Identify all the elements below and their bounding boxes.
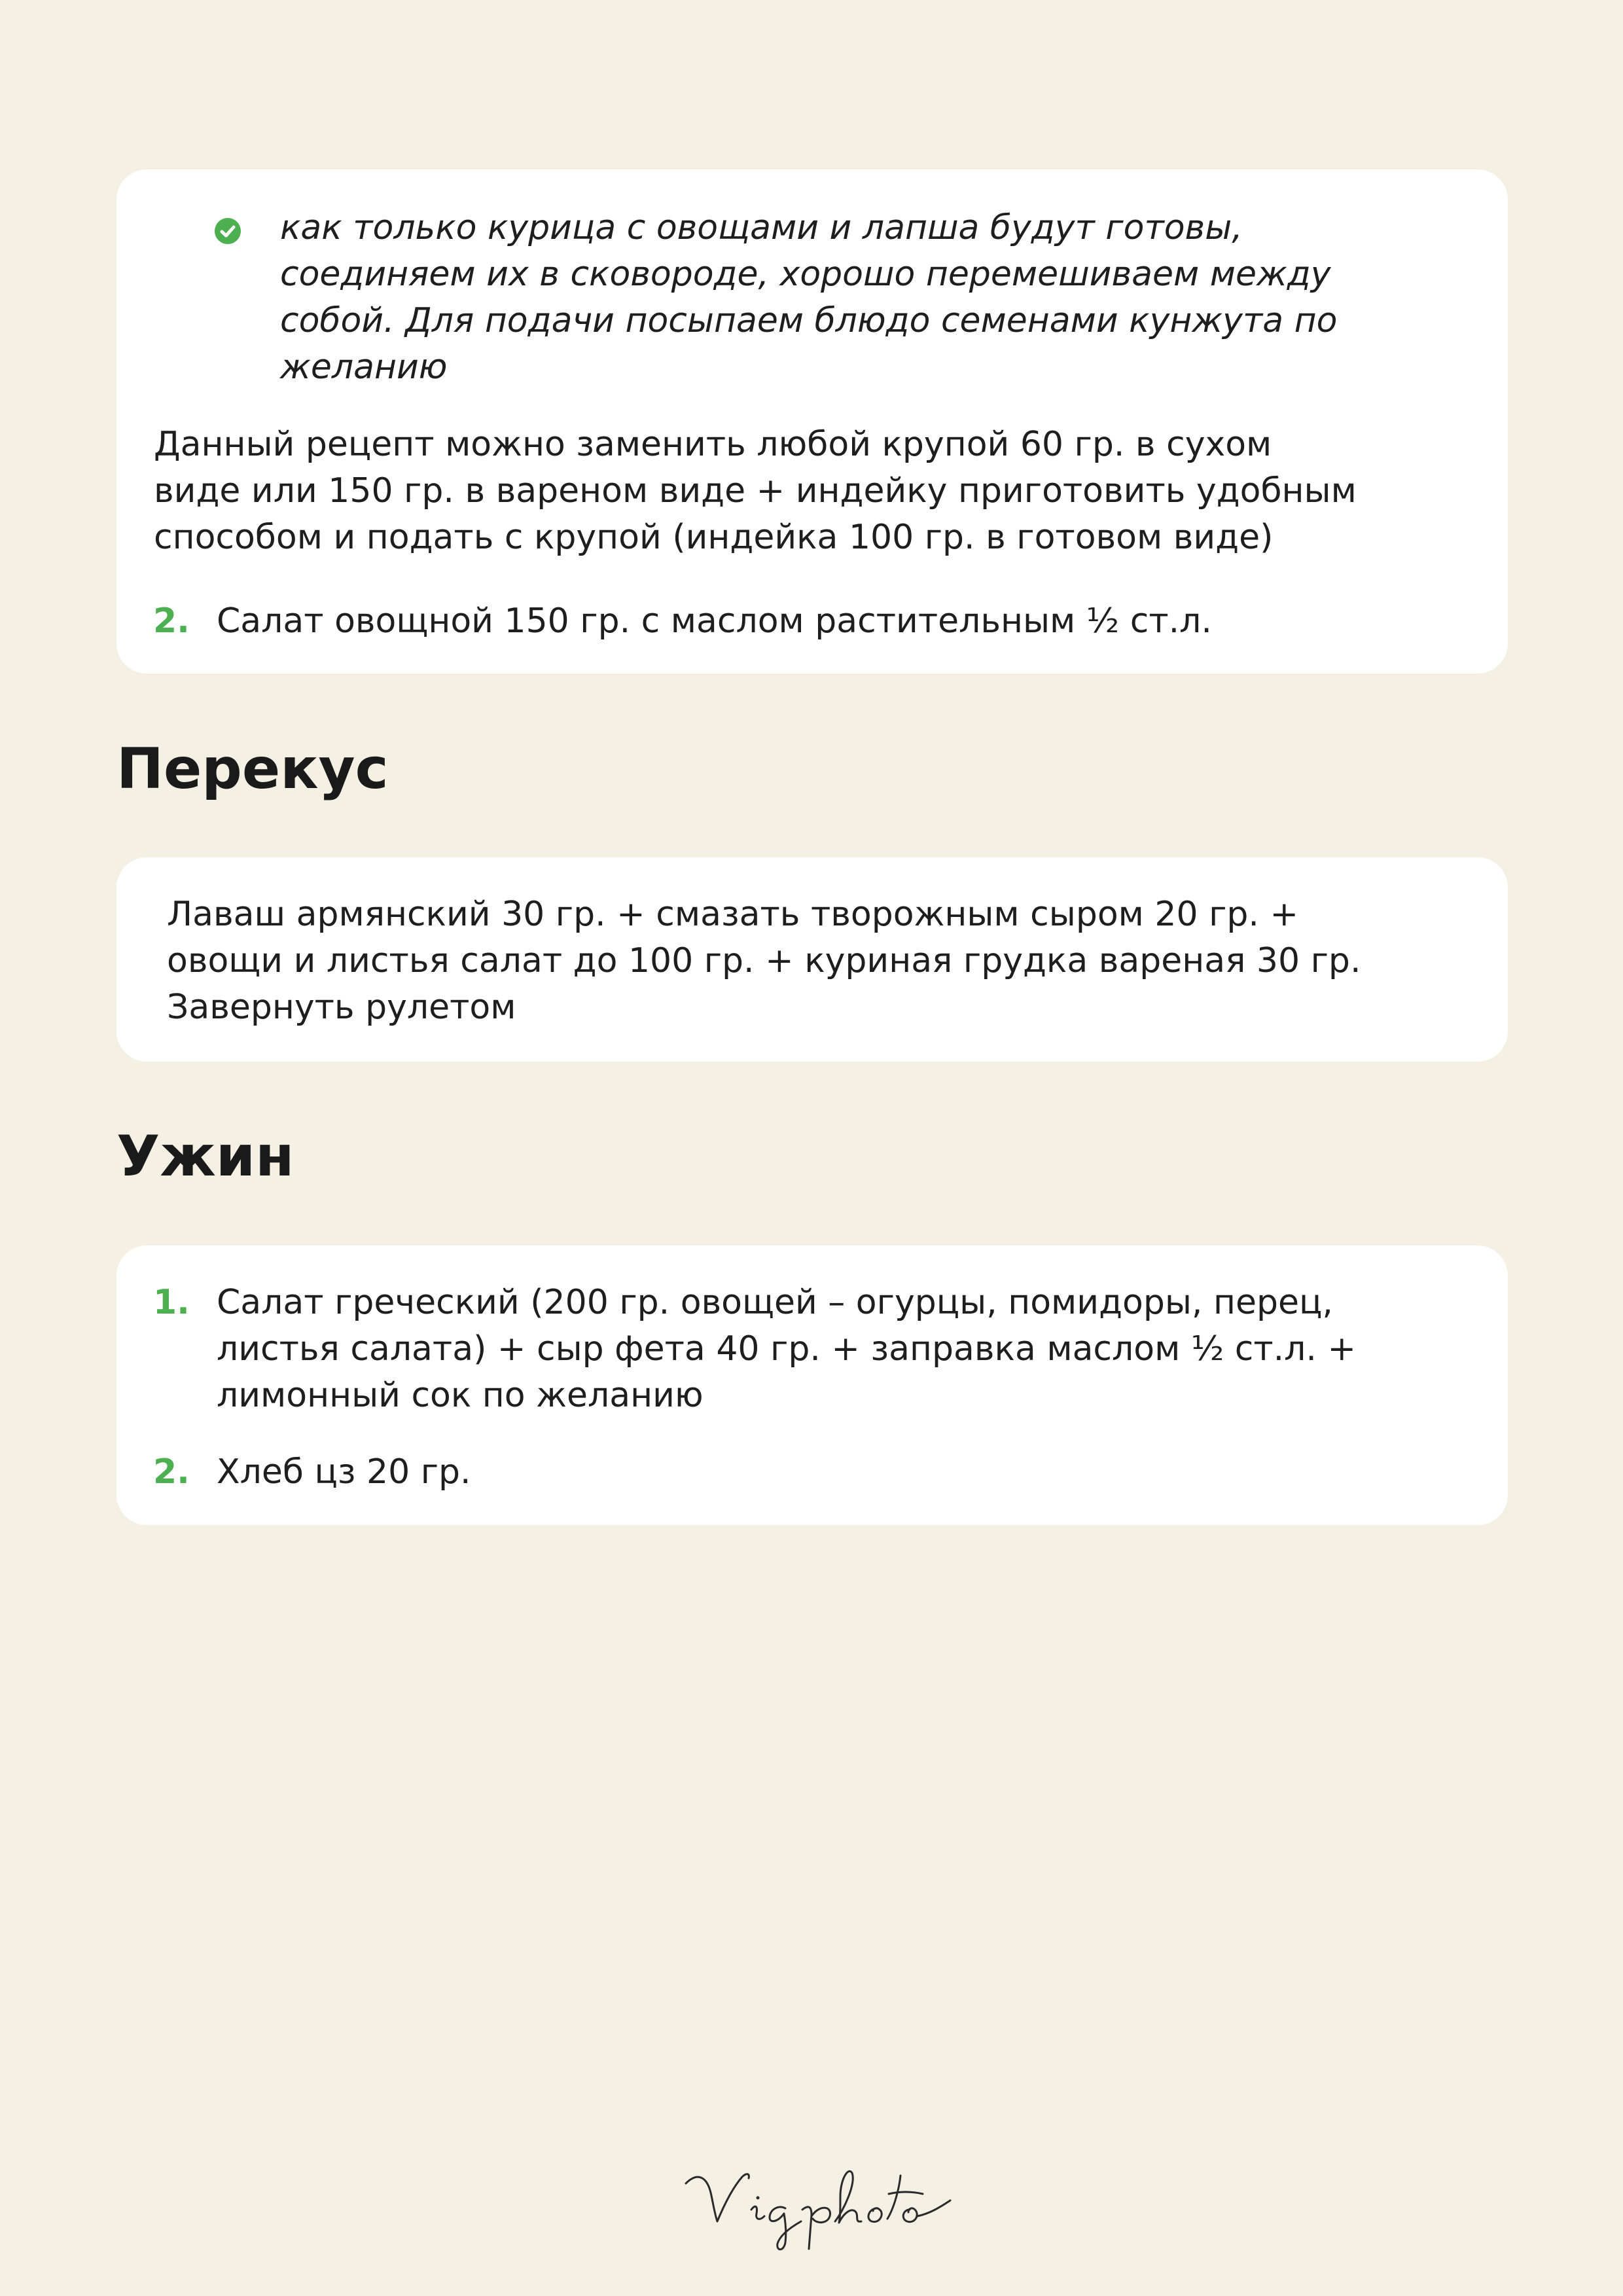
list-item-text-line: Салат греческий (200 гр. овощей – огурцы, помидоры, перец,: [217, 1283, 1333, 1322]
recipe-note-line: Данный рецепт можно заменить любой крупой 60 гр. в сухом: [154, 425, 1272, 464]
list-number: 1.: [153, 1283, 190, 1322]
section-heading-dinner: Ужин: [116, 1124, 294, 1189]
snack-text-line: Лаваш армянский 30 гр. + смазать творожным сыром 20 гр. +: [167, 895, 1299, 934]
list-item-text: Салат овощной 150 гр. с маслом растительным ½ ст.л.: [217, 601, 1212, 641]
lunch-card: [116, 170, 1508, 673]
section-heading-snack: Перекус: [116, 736, 389, 802]
list-item-text: Хлеб цз 20 гр.: [217, 1452, 471, 1492]
snack-text-line: овощи и листья салат до 100 гр. + куриная грудка вареная 30 гр.: [167, 941, 1361, 980]
snack-text-line: Завернуть рулетом: [167, 988, 516, 1027]
snack-card: [116, 857, 1508, 1062]
list-item-text-line: листья салата) + сыр фета 40 гр. + заправка маслом ½ ст.л. +: [217, 1329, 1357, 1369]
recipe-note-line: виде или 150 гр. в вареном виде + индейку приготовить удобным: [154, 471, 1357, 511]
dinner-card: [116, 1246, 1508, 1525]
bullet-text-line: собой. Для подачи посыпаем блюдо семенами кунжута по: [280, 301, 1338, 340]
bullet-text-line: желанию: [280, 348, 448, 387]
bullet-text-line: соединяем их в сковороде, хорошо перемешиваем между: [280, 255, 1331, 294]
bullet-text-line: как только курица с овощами и лапша будут готовы,: [280, 208, 1243, 247]
signature-logo: [681, 2153, 955, 2258]
recipe-note-line: способом и подать с крупой (индейка 100 гр. в готовом виде): [154, 518, 1274, 557]
list-item-text-line: лимонный сок по желанию: [217, 1376, 704, 1415]
check-circle-icon: [215, 218, 241, 244]
list-number: 2.: [153, 601, 190, 641]
list-number: 2.: [153, 1452, 190, 1492]
